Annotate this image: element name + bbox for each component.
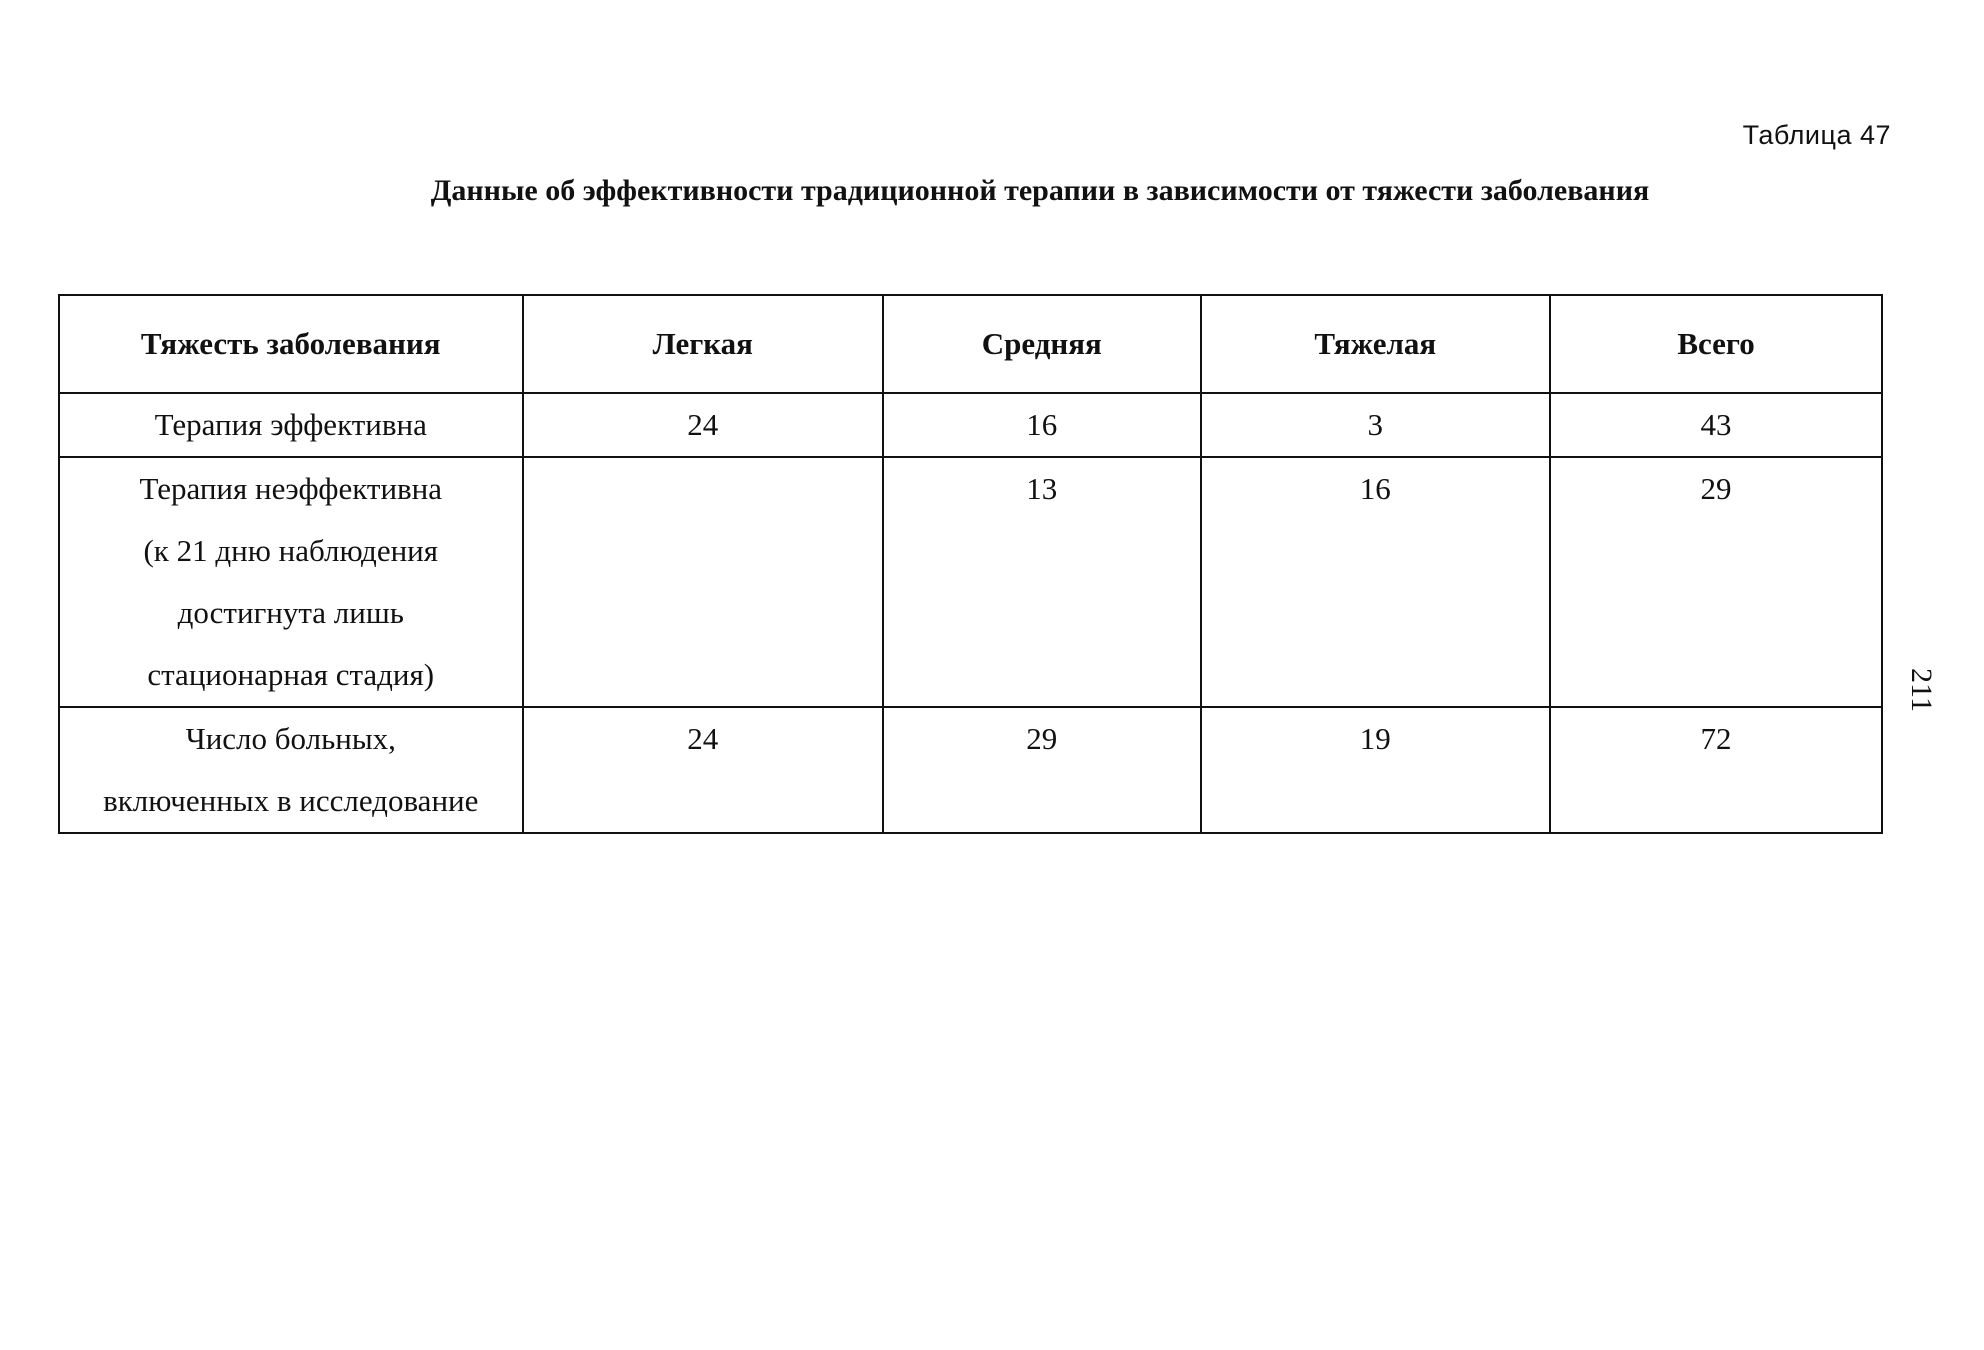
value-cell-severe: 3 (1201, 393, 1551, 457)
row-label-line: Терапия неэффективна (139, 471, 443, 506)
value-cell-total: 29 (1550, 457, 1882, 707)
value-cell-mild: 24 (523, 393, 884, 457)
data-table (58, 294, 1883, 834)
value-cell-severe: 19 (1201, 707, 1551, 833)
row-label-cell (59, 393, 523, 457)
row-label-line: стационарная стадия) (147, 657, 435, 692)
value-cell-moderate: 16 (883, 393, 1200, 457)
value-cell-total: 43 (1550, 393, 1882, 457)
column-header-total: Всего (1550, 295, 1882, 393)
column-header-moderate: Средняя (883, 295, 1200, 393)
value-cell-mild (523, 457, 884, 707)
row-label-line: Терапия эффективна (154, 407, 427, 442)
table-row (59, 457, 1882, 707)
row-label-line: включенных в исследование (103, 783, 479, 818)
row-label-line: (к 21 дню наблюдения (143, 533, 439, 568)
value-cell-moderate: 29 (883, 707, 1200, 833)
row-label-line: Число больных, (185, 721, 396, 756)
column-header-severe: Тяжелая (1201, 295, 1551, 393)
column-header-mild: Легкая (523, 295, 884, 393)
value-cell-mild: 24 (523, 707, 884, 833)
table-row (59, 393, 1882, 457)
table-title: Данные об эффективности традиционной терапии в зависимости от тяжести заболевания (430, 174, 1650, 207)
value-cell-severe: 16 (1201, 457, 1551, 707)
row-label-cell (59, 457, 523, 707)
row-label-cell (59, 707, 523, 833)
row-label-line: достигнута лишь (177, 595, 404, 630)
value-cell-moderate: 13 (883, 457, 1200, 707)
table-row (59, 707, 1882, 833)
table-header-row (59, 295, 1882, 393)
value-cell-total: 72 (1550, 707, 1882, 833)
page-number: 211 (1904, 668, 1938, 712)
column-header-severity: Тяжесть заболевания (59, 295, 523, 393)
table-number-label: Таблица 47 (1742, 120, 1891, 150)
